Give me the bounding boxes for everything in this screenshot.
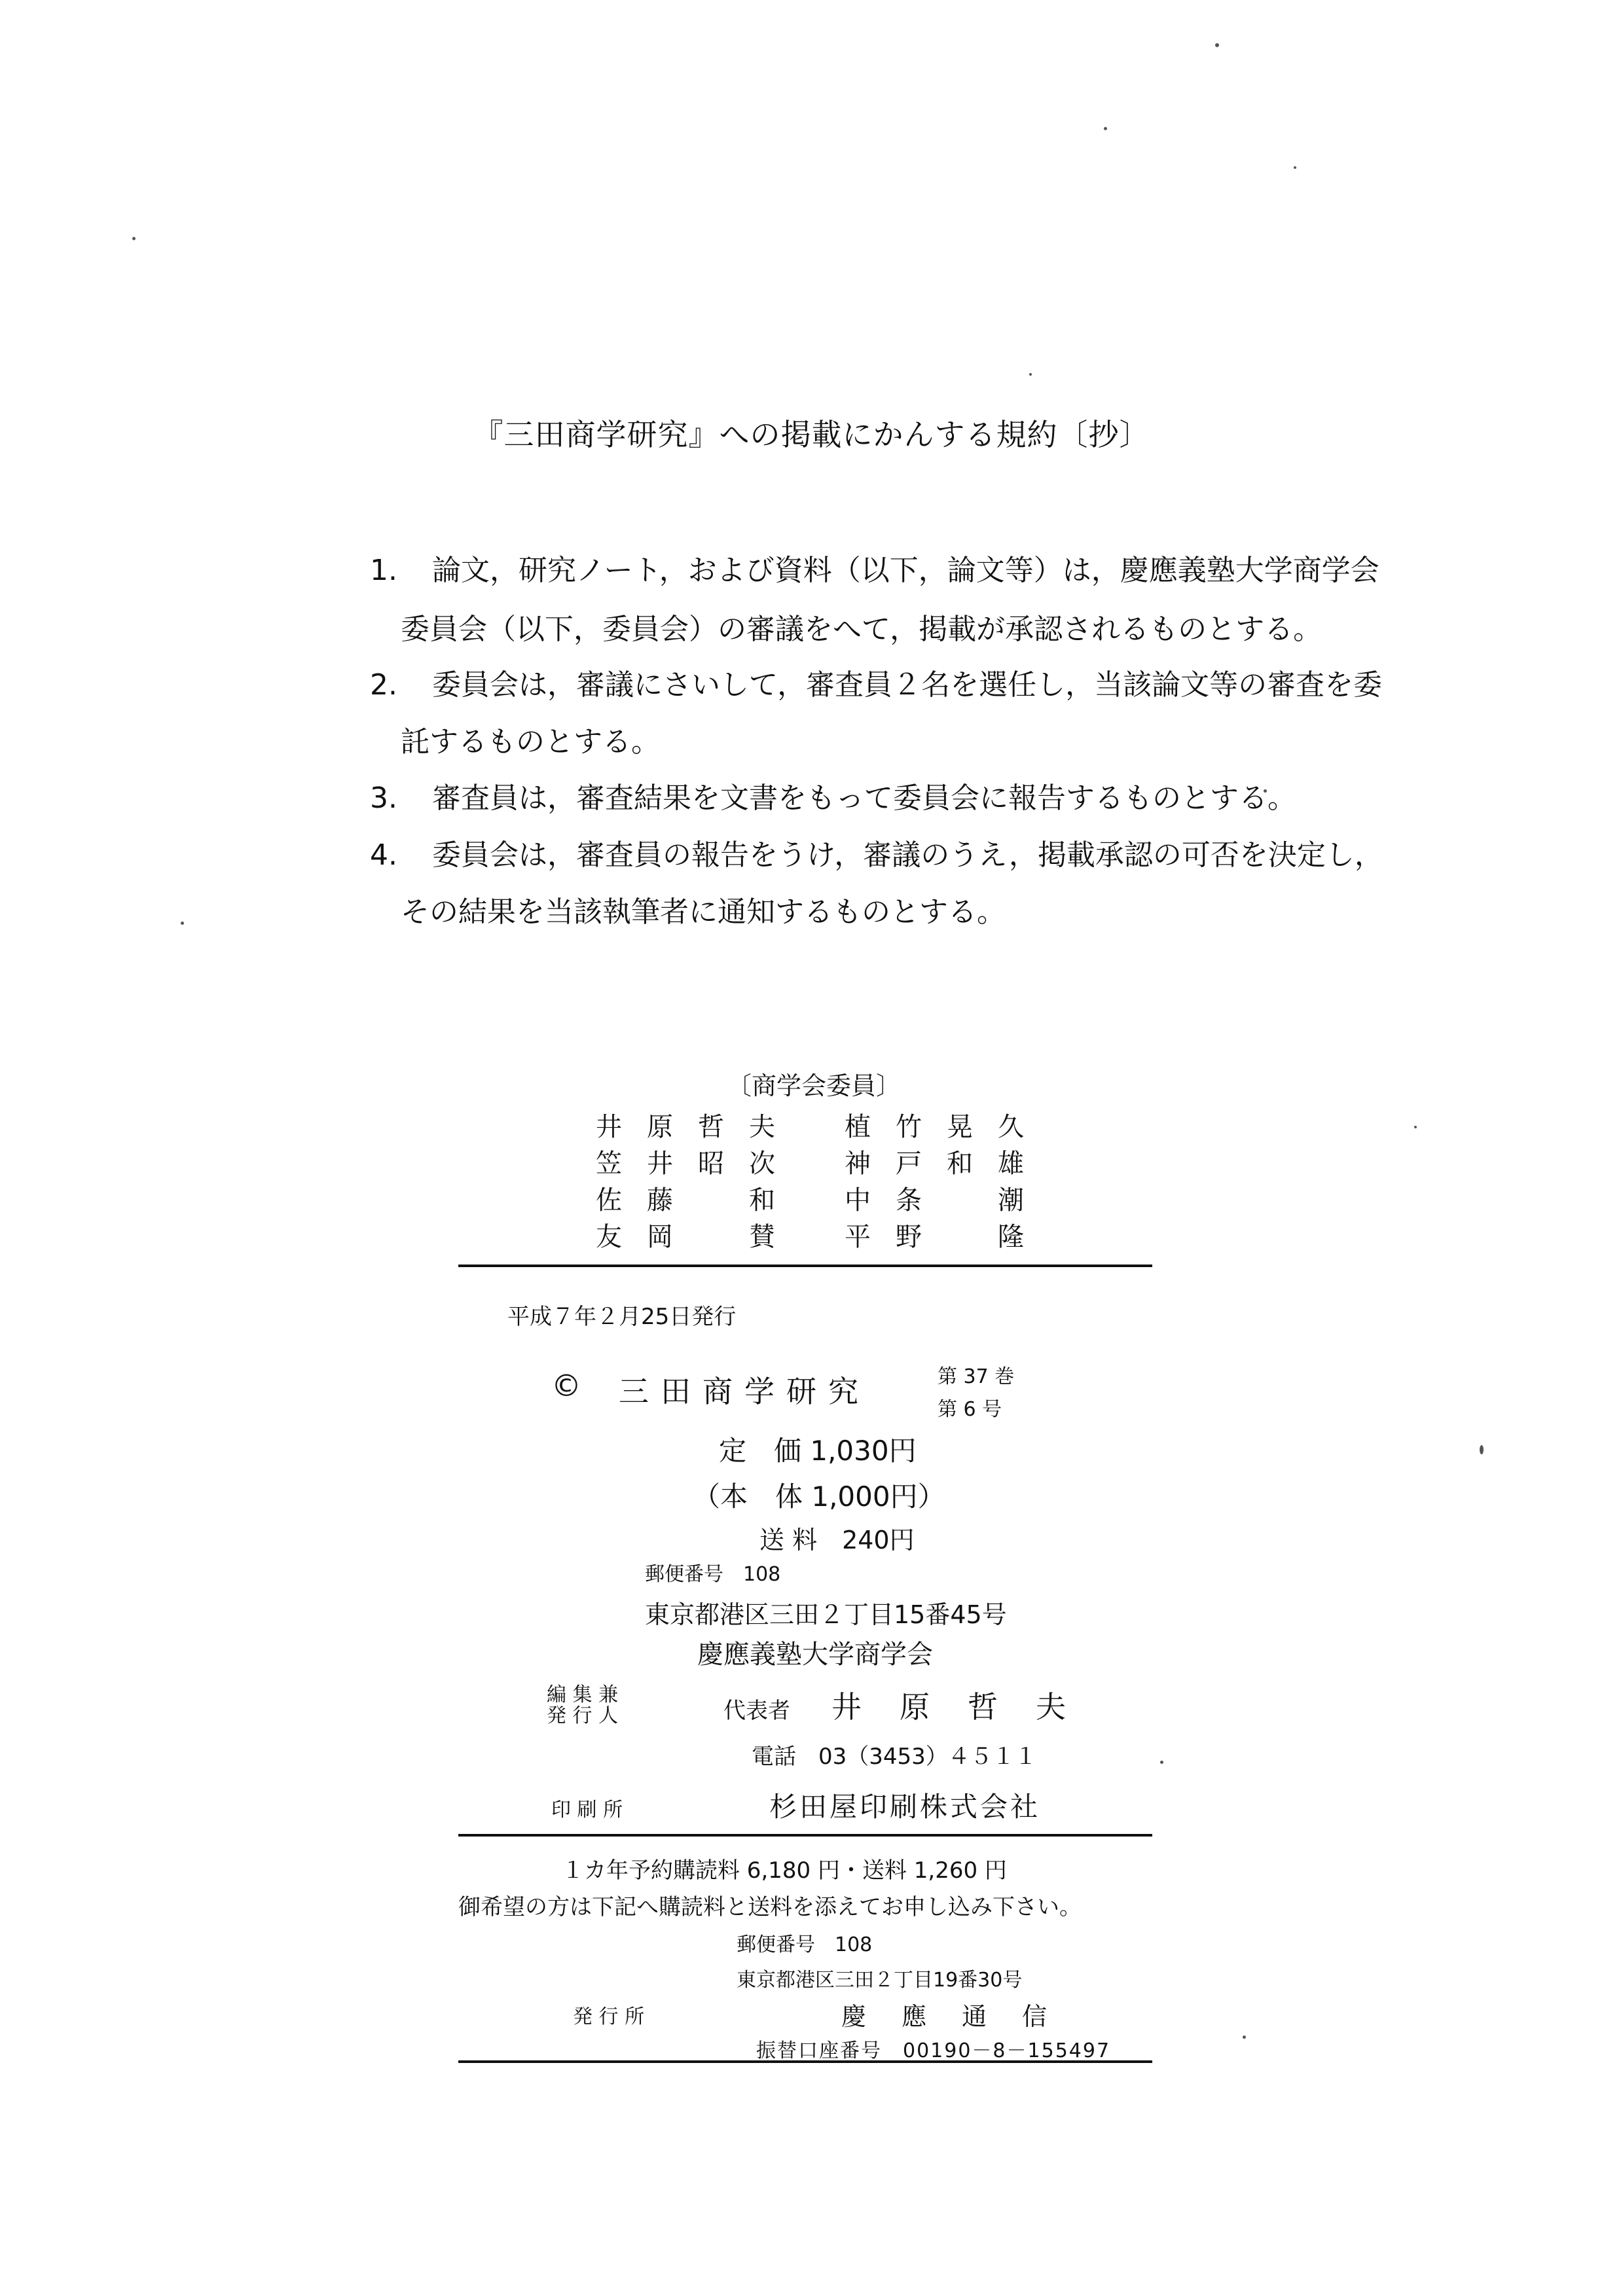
base-price: （本 体 1,000円） — [693, 1480, 945, 1513]
volume-number: 第 37 巻 — [938, 1365, 1015, 1388]
printer-label: 印 刷 所 — [551, 1799, 623, 1821]
subscription-fee: １カ年予約購読料 6,180 円・送料 1,260 円 — [562, 1857, 1007, 1884]
editor-label-line: 編 集 兼 — [547, 1683, 619, 1706]
regulations-title: 『三田商学研究』への掲載にかんする規約〔抄〕 — [473, 417, 1150, 452]
divider — [458, 2060, 1152, 2063]
issue-number: 第 6 号 — [938, 1398, 1002, 1421]
committee-member: 平野 隆 — [845, 1222, 1049, 1252]
editor-label-line: 発 行 人 — [547, 1704, 619, 1727]
publisher-name: 慶 應 通 信 — [841, 2002, 1053, 2031]
committee-member: 佐藤 和 — [596, 1185, 800, 1215]
printer-name: 杉田屋印刷株式会社 — [769, 1791, 1041, 1823]
rule-text-continued: 託するものとする。 — [401, 725, 660, 759]
journal-name: 三田商学研究 — [619, 1374, 870, 1409]
rule-text-continued: その結果を当該執筆者に通知するものとする。 — [401, 895, 1006, 929]
representative-label: 代表者 — [723, 1698, 790, 1724]
committee-member: 植竹晃久 — [845, 1112, 1049, 1142]
rule-number: 3. — [370, 781, 397, 815]
rule-text-continued: 委員会（以下，委員会）の審議をへて，掲載が承認されるものとする。 — [401, 613, 1322, 646]
committee-member: 笠井昭次 — [596, 1149, 800, 1179]
committee-member: 中条 潮 — [845, 1185, 1049, 1215]
copyright-mark: © — [551, 1368, 581, 1403]
editor-label — [547, 1685, 618, 1727]
committee-member: 友岡 賛 — [596, 1222, 800, 1252]
subscription-instructions: 御希望の方は下記へ購読料と送料を添えてお申し込み下さい。 — [458, 1894, 1082, 1920]
rule-number: 2. — [370, 668, 397, 702]
representative-name: 井 原 哲 夫 — [831, 1689, 1070, 1725]
phone: 電話 03（3453）４５１１ — [752, 1744, 1037, 1770]
issue-date: 平成７年２月25日発行 — [507, 1304, 737, 1330]
postal-code: 郵便番号 108 — [645, 1563, 781, 1586]
committee-heading: 〔商学会委員〕 — [727, 1071, 902, 1100]
postage: 送 料 240円 — [759, 1526, 915, 1554]
publisher-postal-code: 郵便番号 108 — [737, 1933, 873, 1956]
rule-number: 1. — [370, 554, 397, 587]
committee-member: 井原哲夫 — [596, 1112, 800, 1142]
rule-number: 4. — [370, 838, 397, 872]
price: 定 価 1,030円 — [719, 1435, 917, 1467]
address: 東京都港区三田２丁目15番45号 — [645, 1600, 1007, 1629]
transfer-account: 振替口座番号 00190－8－155497 — [756, 2039, 1111, 2062]
rule-text: 委員会は，審議にさいして，審査員２名を選任し，当該論文等の審査を委 — [432, 668, 1383, 702]
publisher-label: 発 行 所 — [573, 2005, 645, 2028]
divider — [458, 1834, 1152, 1837]
rule-text: 審査員は，審査結果を文書をもって委員会に報告するものとする。 — [432, 781, 1296, 815]
rule-text: 論文，研究ノート，および資料（以下，論文等）は，慶應義塾大学商学会 — [432, 554, 1379, 587]
rule-text: 委員会は，審査員の報告をうけ，審議のうえ，掲載承認の可否を決定し， — [432, 838, 1383, 872]
publisher-address: 東京都港区三田２丁目19番30号 — [737, 1969, 1023, 1992]
society-name: 慶應義塾大学商学会 — [697, 1640, 933, 1670]
divider — [458, 1265, 1152, 1267]
committee-member: 神戸和雄 — [845, 1149, 1049, 1179]
